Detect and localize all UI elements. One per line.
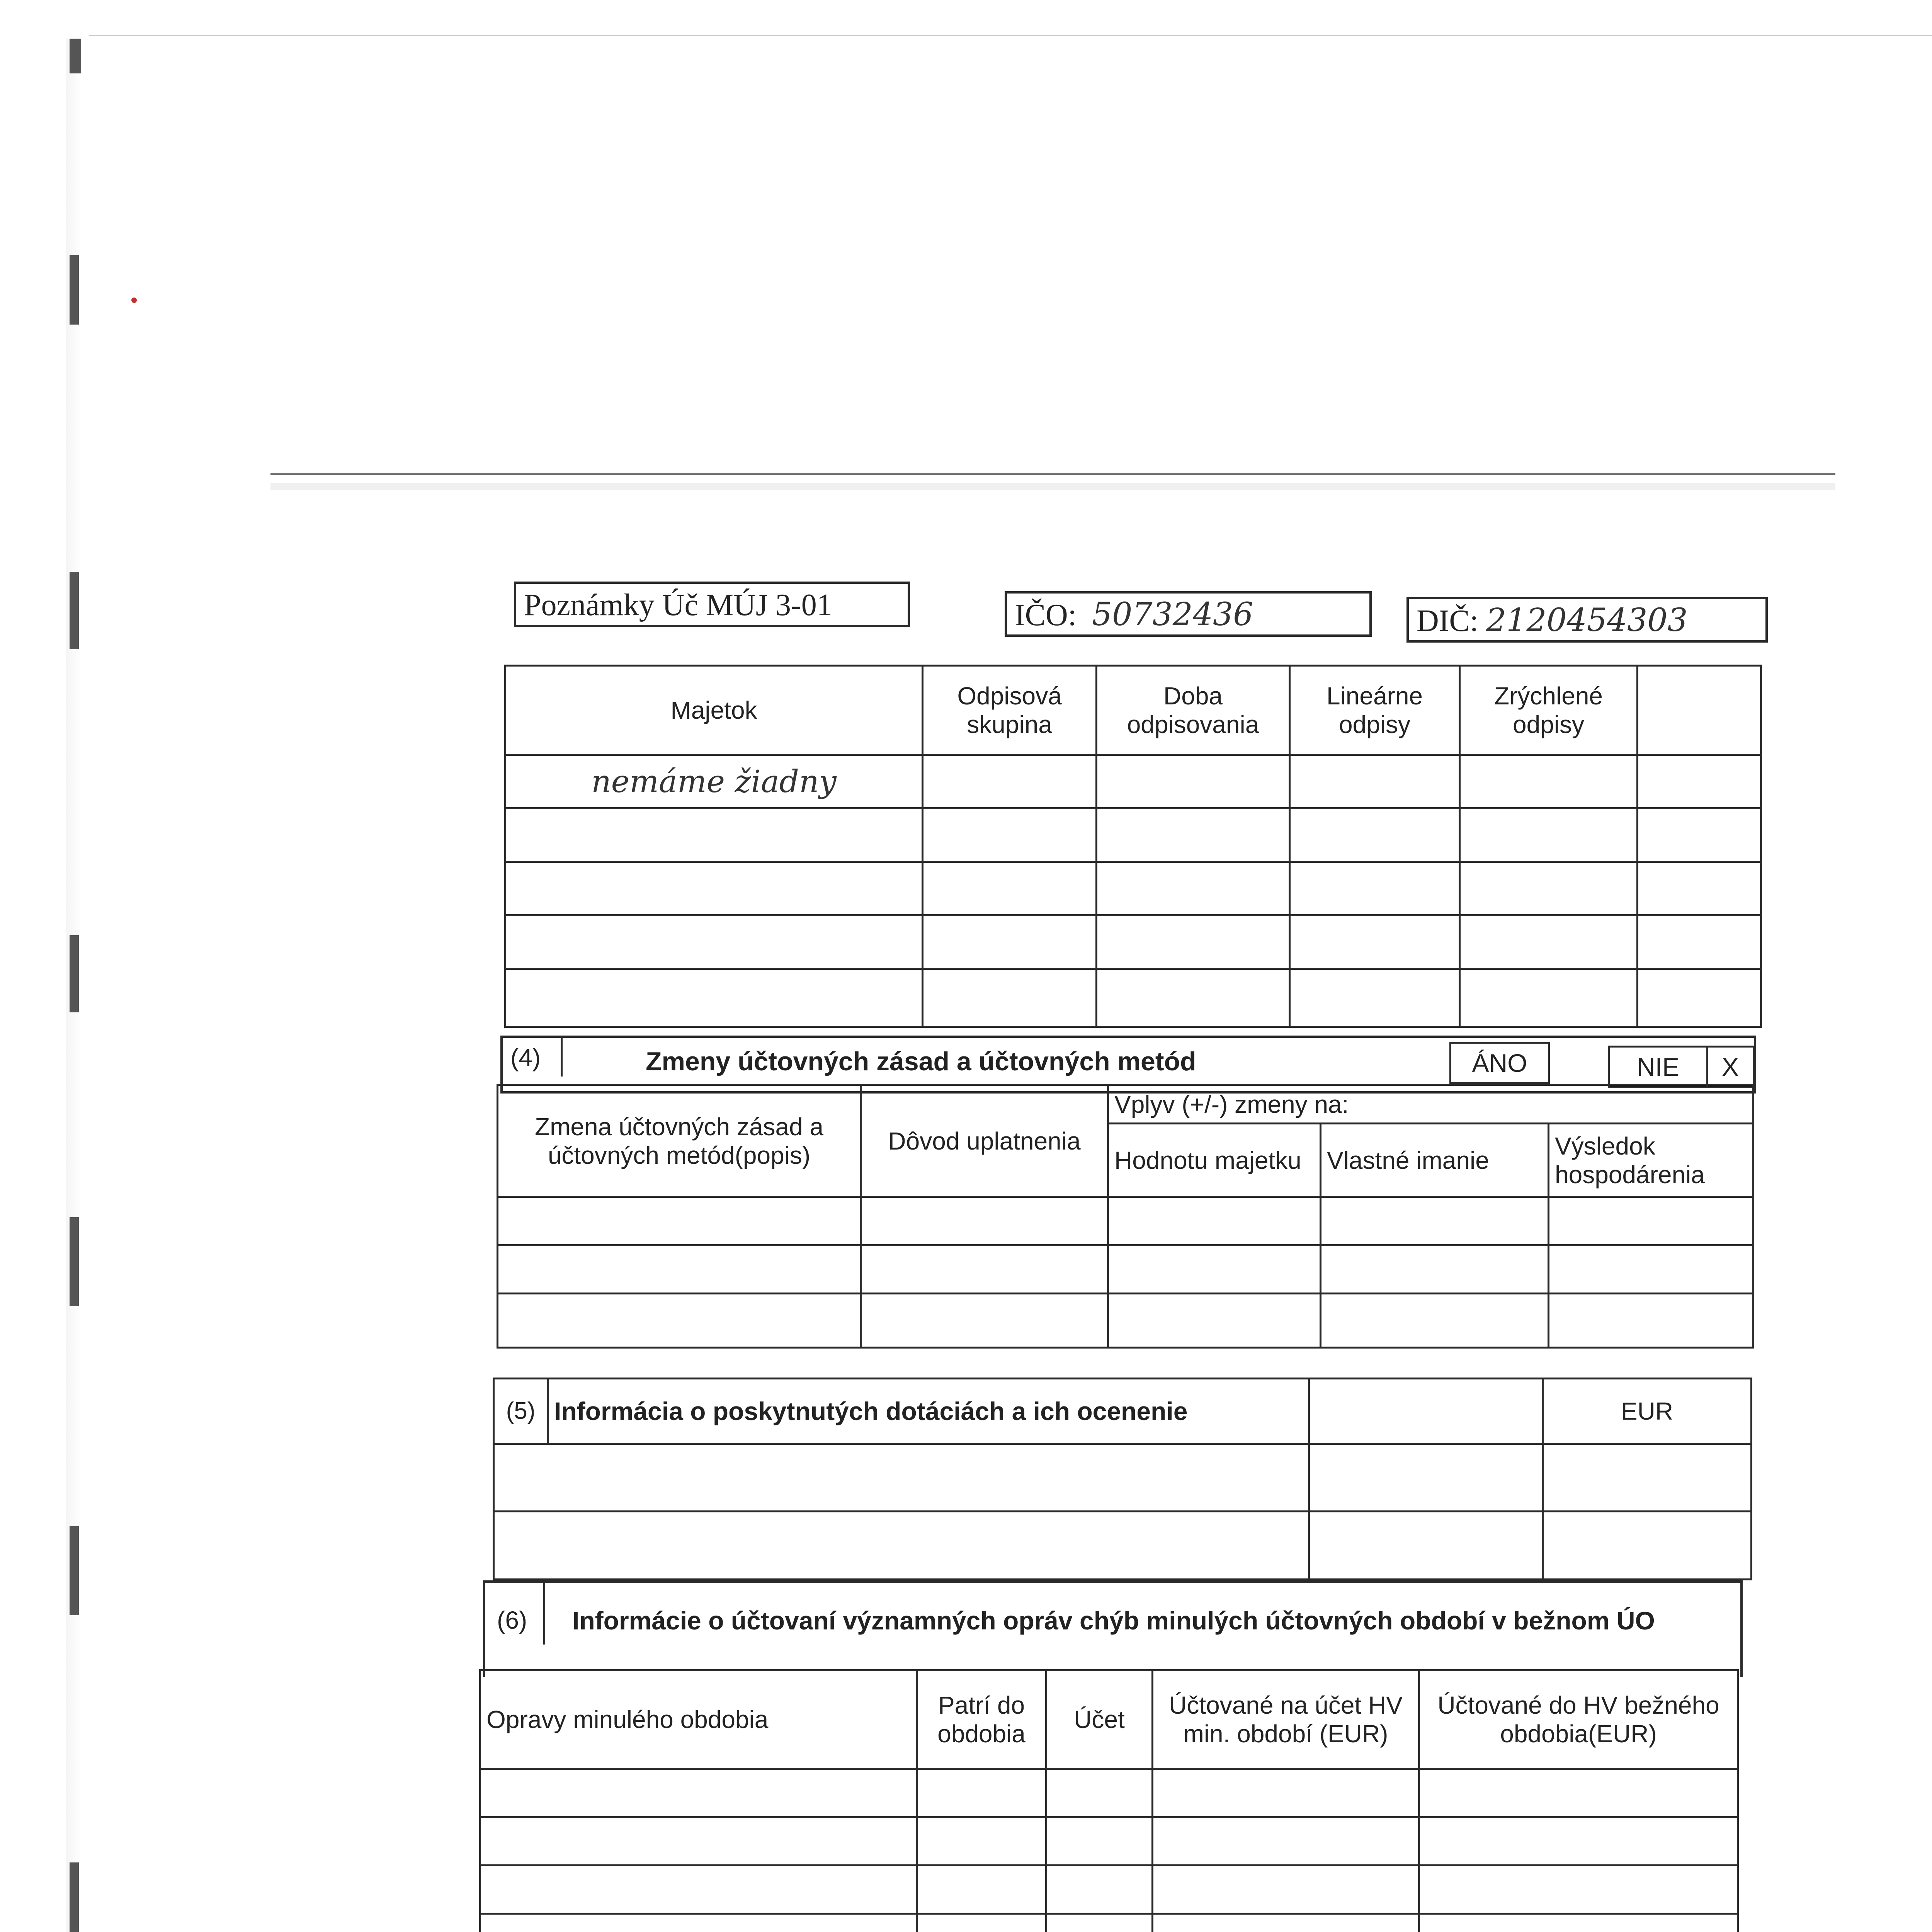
table-cell	[1321, 1294, 1549, 1348]
section5-currency: EUR	[1543, 1379, 1752, 1444]
table-cell	[861, 1294, 1108, 1348]
no-box	[1608, 1046, 1755, 1088]
table-cell	[1460, 862, 1638, 915]
table-cell	[1460, 969, 1638, 1027]
table-cell	[1153, 1817, 1419, 1866]
table-cell	[1290, 755, 1460, 808]
section5-number: (5)	[494, 1379, 548, 1444]
col-account: Účet	[1046, 1670, 1153, 1769]
dic-value: 2120454303	[1486, 602, 1688, 639]
table-cell	[861, 1197, 1108, 1245]
section6-title-bar	[483, 1580, 1743, 1677]
section5-table	[493, 1378, 1752, 1580]
no-mark: X	[1722, 1053, 1739, 1081]
table-cell	[1543, 1512, 1752, 1580]
yes-label: ÁNO	[1472, 1049, 1527, 1077]
table-cell	[1309, 1512, 1543, 1580]
section5-title: Informácia o poskytnutých dotáciách a ich ocenenie	[548, 1379, 1309, 1444]
table-cell	[498, 1197, 861, 1245]
scan-speck	[70, 1217, 79, 1306]
col-zrychlene-odpisy: Zrýchlené odpisy	[1460, 666, 1638, 755]
table-cell	[1549, 1294, 1753, 1348]
no-label: NIE	[1637, 1053, 1680, 1081]
scan-speck	[70, 1526, 79, 1615]
table-cell	[923, 755, 1097, 808]
table-cell	[1290, 862, 1460, 915]
ico-label: IČO:	[1015, 598, 1077, 632]
table-cell	[1638, 862, 1761, 915]
table-cell	[480, 1769, 917, 1817]
table-cell	[1638, 666, 1761, 755]
table-cell	[917, 1914, 1046, 1932]
table-cell	[1290, 808, 1460, 862]
scan-speck	[70, 39, 81, 73]
table-cell	[1309, 1379, 1543, 1444]
table-cell	[1460, 808, 1638, 862]
table-cell	[494, 1444, 1309, 1512]
col-majetok: Majetok	[505, 666, 923, 755]
ico-box	[1005, 591, 1372, 637]
table-cell	[1460, 755, 1638, 808]
col-doba-odpisovania: Doba odpisovania	[1097, 666, 1290, 755]
table-cell	[1108, 1197, 1321, 1245]
dic-label: DIČ:	[1417, 604, 1478, 638]
section6-table	[479, 1669, 1739, 1932]
table-cell	[498, 1294, 861, 1348]
table-cell	[1419, 1817, 1738, 1866]
table-cell	[1638, 969, 1761, 1027]
table-cell	[1097, 755, 1290, 808]
dic-box	[1406, 597, 1768, 643]
table-cell	[1419, 1769, 1738, 1817]
table-cell	[1153, 1769, 1419, 1817]
ico-value: 50732436	[1092, 596, 1253, 633]
table-cell	[1638, 755, 1761, 808]
section4-title: Zmeny účtovných zásad a účtovných metód	[646, 1047, 1196, 1076]
table-cell	[1321, 1245, 1549, 1294]
col-change: Zmena účtovných zásad a účtovných metód(popis)	[498, 1085, 861, 1197]
scan-speck	[70, 935, 79, 1012]
col-result: Výsledok hospodárenia	[1549, 1124, 1753, 1197]
table-cell	[505, 808, 923, 862]
table-cell	[498, 1245, 861, 1294]
table-cell	[1097, 808, 1290, 862]
table-cell	[480, 1817, 917, 1866]
table-cell	[917, 1769, 1046, 1817]
scan-speck	[70, 572, 79, 649]
table-cell	[1321, 1197, 1549, 1245]
table-cell	[1046, 1817, 1153, 1866]
table-cell	[1046, 1866, 1153, 1914]
col-asset-value: Hodnotu majetku	[1108, 1124, 1321, 1197]
col-linearne-odpisy: Lineárne odpisy	[1290, 666, 1460, 755]
table-cell	[1153, 1866, 1419, 1914]
table-cell	[1419, 1866, 1738, 1914]
table-cell	[505, 969, 923, 1027]
section4-number: (4)	[510, 1044, 541, 1071]
table-cell	[1549, 1197, 1753, 1245]
table-cell	[1638, 915, 1761, 969]
table-cell	[1097, 862, 1290, 915]
impact-label: Vplyv (+/-) zmeny na:	[1108, 1085, 1753, 1124]
table-cell	[861, 1245, 1108, 1294]
table-cell	[917, 1817, 1046, 1866]
scan-dot	[131, 298, 137, 303]
table-cell	[1046, 1769, 1153, 1817]
table-cell	[923, 915, 1097, 969]
table-cell	[1046, 1914, 1153, 1932]
table-cell	[923, 969, 1097, 1027]
handwritten-note: nemáme žiadny	[505, 755, 923, 808]
table-cell	[1097, 969, 1290, 1027]
yes-box	[1449, 1042, 1550, 1084]
divider	[1706, 1048, 1708, 1086]
table-cell	[1097, 915, 1290, 969]
table-cell	[505, 915, 923, 969]
col-current: Účtované do HV bežného obdobia(EUR)	[1419, 1670, 1738, 1769]
table-cell	[1549, 1245, 1753, 1294]
form-label: Poznámky Úč MÚJ 3-01	[524, 588, 832, 622]
scan-speck	[70, 255, 79, 325]
table-cell	[1638, 808, 1761, 862]
table-cell	[1543, 1444, 1752, 1512]
table-cell	[1309, 1444, 1543, 1512]
table-cell	[480, 1866, 917, 1914]
table-cell	[1290, 915, 1460, 969]
section6-number: (6)	[497, 1606, 527, 1634]
col-reason: Dôvod uplatnenia	[861, 1085, 1108, 1197]
col-belongs: Patrí do obdobia	[917, 1670, 1046, 1769]
scan-speck	[70, 1862, 79, 1932]
table-cell	[1153, 1914, 1419, 1932]
section4-table	[497, 1084, 1754, 1349]
table-cell	[923, 862, 1097, 915]
table-cell	[1108, 1245, 1321, 1294]
table-cell	[505, 862, 923, 915]
col-equity: Vlastné imanie	[1321, 1124, 1549, 1197]
scan-rule-line	[270, 473, 1835, 475]
scan-top-line	[89, 35, 1932, 36]
section6-title: Informácie o účtovaní významných opráv chýb minulých účtovných období v bežnom ÚO	[572, 1606, 1655, 1635]
table-cell	[480, 1914, 917, 1932]
divider	[543, 1583, 545, 1645]
col-prev: Účtované na účet HV min. období (EUR)	[1153, 1670, 1419, 1769]
col-corrections: Opravy minulého obdobia	[480, 1670, 917, 1769]
divider	[561, 1038, 563, 1077]
table-cell	[1460, 915, 1638, 969]
table-cell	[1290, 969, 1460, 1027]
form-label-box	[514, 582, 910, 627]
table-cell	[494, 1512, 1309, 1580]
table-cell	[1108, 1294, 1321, 1348]
table-cell	[1419, 1914, 1738, 1932]
col-odpisova-skupina: Odpisová skupina	[923, 666, 1097, 755]
table-cell	[923, 808, 1097, 862]
assets-table	[504, 665, 1762, 1028]
scan-rule-line-2	[270, 483, 1835, 490]
table-cell	[917, 1866, 1046, 1914]
